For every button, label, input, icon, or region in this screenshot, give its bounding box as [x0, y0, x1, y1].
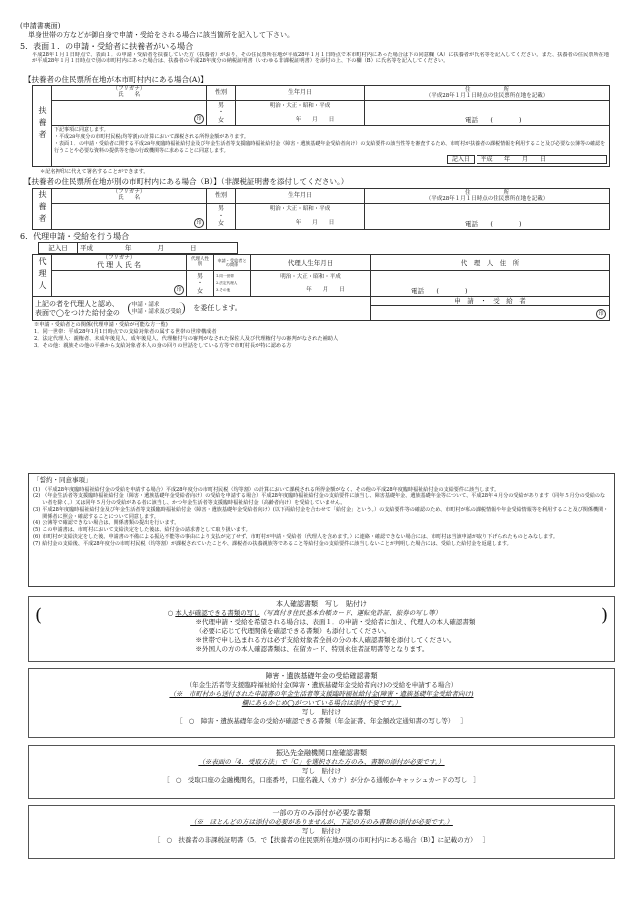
female-option[interactable]: 女 — [217, 116, 224, 124]
section6-title: 6．代理申請・受給を行う場合 — [20, 232, 130, 242]
dependent-name-field-b[interactable] — [52, 204, 207, 230]
bank-document-box[interactable] — [28, 745, 615, 799]
sex-header-b: 性別 — [207, 188, 236, 203]
pledge-consent-box — [28, 473, 615, 587]
pledge-text: 市町村が支給決定をした後、申請書の不備による振込不能等の事由により支払が完了せず、市町村が申請・受給者（代理人を含めます。）に連絡・確認できない場合には、市町村は当該申請が取り下げられたものとみなします。 — [42, 534, 559, 540]
id-note-line-3: （必要に応じて代理関係を確認できる書類）も添付してください。 — [195, 626, 391, 635]
consent-item-1: ・平成28年度分の市町村民税(均等割)の計算において課税される所得金額があります。 — [54, 134, 249, 141]
proxy-tel-label: 電話 — [411, 287, 424, 296]
relation-option-1[interactable]: 1.同一世帯 — [216, 274, 234, 279]
proxy-relation-header: 申請・受給者との関係 — [214, 255, 251, 271]
pledge-title: 「誓約・同意事項」 — [33, 476, 92, 484]
intro-text: 単身世帯の方などが御自身で申請・受給をされる場合に該当箇所を記入して下さい。 — [28, 30, 294, 39]
proxy-notes — [34, 322, 610, 350]
pledge-item — [33, 527, 610, 534]
proxy-ymd-label: 年 月 日 — [306, 287, 345, 294]
proxy-note-1: 1．同一世帯：平成28年1月1日時点での支給対象者の属する世帯の世帯構成者 — [34, 329, 217, 336]
male-option[interactable]: 男 — [217, 101, 224, 109]
tel-label: 電話 — [465, 116, 478, 125]
proxy-era-options[interactable]: 明治・大正・昭和・平成 — [280, 273, 341, 280]
pledge-num: (7) — [33, 540, 41, 547]
applicant-header: 申 請 ・ 受 給 者 — [371, 297, 609, 306]
right-brace-icon: ) — [600, 605, 608, 627]
pledge-text: 平成28年度臨時福祉給付金及び年金生活者等支援臨時福祉給付金（障害・遺族基礎年金受給者向け）(以下両給付金を合わせて「給付金」という。）の支給要件等の確認のため、市町村が私の課税情報や年金受給情報等を利用すること及び関係機関・関係者に照会・確認することについて同意します。 — [42, 506, 609, 520]
pledge-text: この申請書は、市町村において支給決定をした後は、給付金の請求書として取り扱います。 — [42, 527, 251, 534]
proxy-table — [32, 254, 610, 321]
address-subheader: （平成28年１月１日時点の住民票所在地を記載） — [425, 92, 549, 99]
proxy-female-option[interactable]: 女 — [196, 287, 203, 295]
partial-document-box[interactable] — [28, 805, 615, 859]
delegation-statement — [33, 297, 371, 321]
left-bracket-icon: ［ — [153, 835, 161, 844]
pledge-text: 公簿等で確認できない場合は、関係書類の提出を行います。 — [42, 520, 180, 527]
entry-ymd-label: 年 月 日 — [503, 156, 546, 164]
section6-day: 日 — [190, 244, 197, 253]
name-header: 氏 名 — [117, 91, 140, 98]
pension-line-2: （※ 市町村から送付された申請書の年金生活者等支援臨時福祉給付金(障害・遺族基礎年金受給者向け) — [169, 690, 474, 699]
female-option-b[interactable]: 女 — [217, 220, 224, 228]
sex-header: 性別 — [207, 85, 236, 100]
proxy-seal-mark: 印 — [174, 285, 184, 295]
pension-required-item: ○ 障害・遺族基礎年金の受給が確認できる書類（年金証書、年金額改定通知書の写し等） — [188, 716, 455, 725]
tel-field-b[interactable]: ( ) — [490, 220, 522, 229]
pledge-num: (1) — [33, 486, 41, 493]
dob-header-b: 生年月日 — [236, 188, 365, 203]
signature-note: ＊記名押印に代えて署名することができます。 — [40, 168, 149, 175]
pledge-item — [33, 507, 610, 521]
name-header-b: 氏 名 — [117, 194, 140, 201]
pledge-num: (3) — [33, 506, 41, 513]
proxy-furigana-header: （フリガナ） — [102, 255, 136, 262]
tel-label-b: 電話 — [465, 220, 478, 229]
address-field[interactable] — [365, 100, 610, 126]
right-bracket-icon: ］ — [473, 775, 480, 784]
partial-document-title: 一部の方のみ添付が必要な書類 — [272, 809, 371, 817]
seal-mark: 印 — [194, 114, 204, 124]
proxy-sex-header: 代理人性別 — [187, 255, 214, 271]
heisei-label: 平成 — [480, 156, 493, 164]
section6-year: 年 — [125, 244, 132, 253]
dob-field[interactable] — [236, 100, 365, 126]
entry-date-field[interactable] — [477, 155, 607, 164]
pension-line-1: （年金生活者等支援臨時福祉給付金(障害・遺族基礎年金受給者向け)の受給を申請する場合） — [185, 681, 458, 690]
right-bracket-icon: ］ — [460, 716, 467, 725]
dependent-side-label: 扶養者 — [38, 106, 47, 143]
consent-intro: 下記事項に同意します。 — [54, 127, 109, 134]
entry-date-label: 記入日 — [447, 155, 475, 164]
left-bracket-icon: ［ — [163, 775, 170, 784]
section6-entry-date-field[interactable] — [78, 243, 238, 254]
delegation-option-2[interactable]: 申請・請求及び受給 — [131, 308, 182, 315]
bank-required-item: ○ 受取口座の金融機関名，口座番号，口座名義人（カナ）が分かる通帳かキャッシュカードの写し — [175, 775, 468, 784]
proxy-tel-field[interactable]: ( ) — [436, 287, 468, 296]
dependent-name-field[interactable] — [52, 100, 207, 126]
bank-line-1: （※表面の「4．受取方法」で「C」を選択された方のみ、書類の添付が必要です。） — [198, 758, 445, 767]
consent-item-2: ・表面１．の申請・受給者に関する平成28年度臨時福祉給付金及び年金生活者等支援臨時福祉給付金（障害・遺族基礎年金受給者向け）の支給要件の該当性等を審査するため、市町村が扶養者の課税情報を利用すること及び必要な公簿等の確認を行うことや必要な資料の提供等を他の行政機関等に求めることに同意します。 — [54, 140, 606, 154]
pledge-text: 給付金の支給後、平成28年度分の市町村民税（均等割）が課税されていたことや、課税者の扶養親族等であること等給付金の支給要件に該当しないことが判明した場合には、受給した給付金を返還します。 — [42, 540, 512, 547]
bank-paste-label: 写し 貼付け — [302, 767, 341, 776]
delegation-option-1[interactable]: 申請・請求 — [131, 302, 160, 309]
section5a-title: 【扶養者の住民票所在地が本市町村内にある場合(A)】 — [24, 74, 208, 84]
section6-entry-date — [38, 242, 238, 254]
pledge-num: (5) — [33, 527, 41, 534]
address-subheader-b: （平成28年１月１日時点の住民票所在地を記載） — [425, 195, 549, 202]
id-document-examples: （写真付き住民基本台帳カード、運転免許証、旅券の写し等） — [259, 609, 442, 618]
id-circle-mark: ○ — [167, 609, 174, 618]
applicant-seal-mark: 印 — [596, 309, 606, 319]
delegation-choice[interactable] — [128, 302, 186, 315]
proxy-address-header: 代 理 人 住 所 — [371, 255, 610, 271]
sex-options[interactable]: 男 ・ 女 — [207, 100, 236, 126]
furigana-header-b: （フリガナ） — [112, 189, 146, 196]
ymd-label-b: 年 月 日 — [295, 220, 335, 227]
left-brace-icon: ( — [35, 605, 43, 627]
pledge-item — [33, 493, 610, 507]
proxy-address-field[interactable] — [371, 271, 610, 297]
proxy-note-2: 2．法定代理人：親権者、未成年後見人、成年後見人、代理権付与の審判がなされた保佐人及び代理権付与の審判がなされた補助人 — [34, 336, 339, 343]
id-document-box[interactable] — [28, 596, 615, 662]
section5-title: 5．表面１．の申請・受給者に扶養者がいる場合 — [20, 41, 194, 51]
id-document-title: 本人確認書類 写し 貼付け — [276, 600, 367, 608]
application-back-page — [20, 22, 610, 350]
pension-paste-label: 写し 貼付け — [302, 707, 341, 716]
id-note-line-4: ※世帯で申し込まれる方は必ず支給対象者全員の分の本人確認書類を添付してください。 — [195, 635, 456, 644]
dob-field-b[interactable] — [236, 204, 365, 230]
proxy-note-0: ※申請・受給者との関係(代理申請・受給が可能な方一覧) — [34, 322, 168, 329]
pledge-item — [33, 541, 610, 548]
pledge-text: （平成28年度臨時福祉給付金の受給を申請する場合）平成28年度分の市町村民税（均等割）の計算において課税される所得金額がなく、その他の平成28年度臨時福祉給付金の支給要件に該当します。 — [42, 486, 500, 493]
pension-document-title: 障害・遺族基礎年金の受給確認書類 — [265, 672, 378, 680]
proxy-male-option[interactable]: 男 — [196, 272, 203, 280]
sex-options-b[interactable]: 男 ・ 女 — [207, 204, 236, 230]
proxy-dob-field[interactable] — [251, 271, 371, 297]
era-options[interactable]: 明治・大正・昭和・平成 — [269, 102, 331, 109]
section6-month: 月 — [157, 244, 164, 253]
address-header: 住 所 — [464, 86, 509, 93]
right-bracket-icon: ］ — [482, 835, 490, 844]
relation-option-2[interactable]: 2.法定代理人 — [216, 281, 238, 286]
ymd-label: 年 月 日 — [295, 116, 335, 123]
relation-option-3[interactable]: 3.その他 — [216, 288, 231, 293]
back-side-label: (申請書裏面) — [20, 22, 61, 30]
dependent-side-label-b: 扶養者 — [38, 189, 47, 226]
id-document-main: 本人が確認できる書類の写し — [175, 609, 260, 618]
partial-line-1: （※ ほとんどの方は添付の必要がありませんが、下記の方のみ書類の添付が必要です。） — [190, 818, 453, 827]
pledge-num: (2) — [33, 493, 41, 500]
proxy-side-label: 代理人 — [38, 256, 47, 293]
bank-document-title: 振込先金融機関口座確認書類 — [276, 749, 367, 757]
id-note-line-2: ※代理申請・受給を希望される場合は、表面１．の申請・受給者に加え、代理人の本人確認書類 — [195, 618, 476, 627]
pledge-item — [33, 534, 610, 541]
proxy-dob-header: 代理人生年月日 — [251, 255, 371, 271]
furigana-header: （フリガナ） — [112, 86, 146, 93]
dependent-table-a — [32, 85, 610, 167]
address-field-b[interactable] — [365, 204, 610, 230]
partial-paste-label: 写し 貼付け — [302, 827, 341, 836]
pledge-text: （年金生活者等支援臨時福祉給付金（障害・遺族基礎年金受給者向け）の受給を申請する場合）平成28年度臨時福祉給付金の支給要件に該当し、障害基礎年金、遺族基礎年金等について、平成28年４月分の受給があります（同年５月分の受給のない者を除く。）又は同年５月分の受給がある者に該当し、かつ年金生活者等支援臨時福祉給付金（高齢者向け）を受給していません。 — [42, 493, 606, 507]
pension-line-3: 欄にあらかじめ◯がついている場合は添付不要です。） — [241, 698, 402, 707]
left-bracket-icon: ［ — [176, 716, 183, 725]
pledge-num: (6) — [33, 534, 41, 540]
proxy-name-field[interactable] — [52, 271, 187, 297]
proxy-name-header: 代 理 人 氏 名 — [97, 260, 141, 269]
section5-description: 平成28年１月１日時点で、表面１．の申請・受給者を扶養していた方（扶養者）がおり、その住民票所在地が平成28年１月１日時点で本市町村内にあった場合は下の同意欄（A）に扶養者が氏名等を記入してください。また、扶養者の住民票所在地が平成28年１月１日時点で別の市町村内にあった場合は、扶養者の平成28年度分の納税証明書（いわゆる非課税証明書）を添付の上、下の欄（B）に氏名等を記入してください。 — [32, 51, 610, 65]
era-options-b[interactable]: 明治・大正・昭和・平成 — [269, 206, 331, 213]
seal-mark-b: 印 — [194, 218, 204, 228]
section5b-title: 【扶養者の住民票所在地が別の市町村内にある場合（B）】（非課税証明書を添付してください。） — [24, 177, 349, 187]
proxy-relation-options[interactable] — [214, 271, 251, 297]
section6-entry-date-label: 記入日 — [39, 243, 78, 254]
partial-required-item: ○ 扶養者の非課税証明書（5．で【扶養者の住民票所在地が別の市町村内にある場合（B）】に記載の方） — [166, 835, 477, 844]
section6-heisei: 平成 — [80, 244, 93, 253]
proxy-note-3: 3．その他：親族その他の平素から支給対象者本人の身の回りの世話をしている方等で市町村長が特に認める方 — [34, 343, 292, 350]
pledge-list — [29, 487, 614, 548]
male-option-b[interactable]: 男 — [217, 205, 224, 213]
proxy-sex-options[interactable]: 男 ・ 女 — [187, 271, 214, 297]
dependent-table-b — [32, 188, 610, 231]
pledge-num: (4) — [33, 520, 41, 527]
dob-header: 生年月日 — [236, 85, 365, 100]
applicant-signature-box[interactable] — [371, 297, 610, 321]
address-header-b: 住 所 — [464, 189, 509, 196]
id-note-line-5: ※外国人の方の本人確認書類は、在留カード、特別永住者証明書等となります。 — [195, 644, 429, 653]
delegation-line-3: を委任します。 — [193, 304, 242, 313]
pension-document-box[interactable] — [28, 668, 615, 738]
tel-field[interactable]: ( ) — [490, 116, 522, 125]
delegation-line-1: 上記の者を代理人と認め、 — [35, 299, 119, 308]
delegation-line-2: 表面で◯をつけた給付金の — [35, 308, 120, 317]
